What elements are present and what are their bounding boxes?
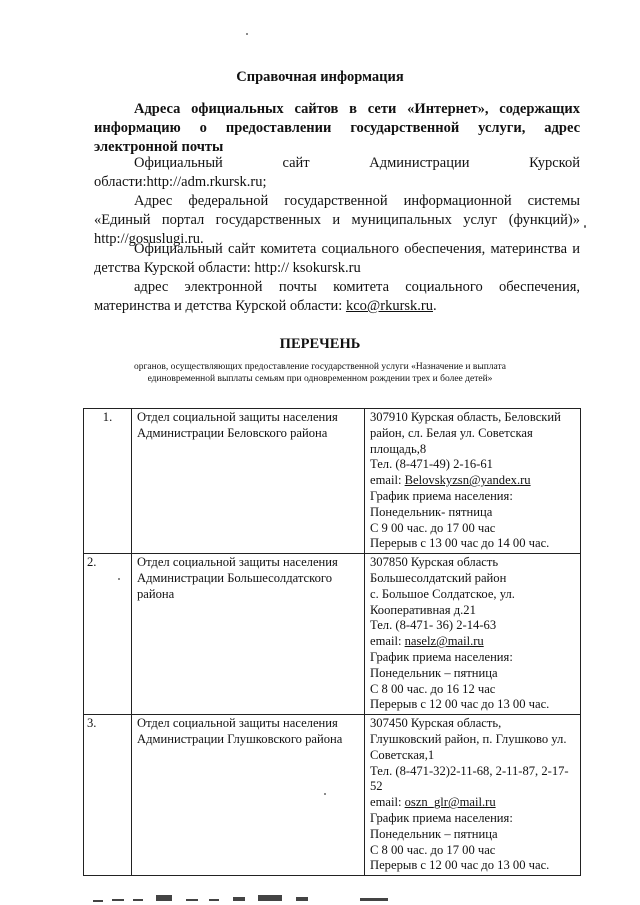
intro-heading: Адреса официальных сайтов в сети «Интернет», содержащих информацию о предоставлении государственной услуги, адрес электронной почты [94,101,580,155]
row-organization: Отдел социальной защиты населения Администрации Глушковского района [132,715,365,876]
email-line [370,634,575,650]
row-number: 2. [84,554,132,715]
email-line [370,473,575,489]
table-row [84,715,581,876]
scan-edge-mark [133,899,143,901]
schedule-line: С 8 00 час. до 16 12 час [370,681,496,696]
scan-edge-mark [112,899,124,901]
phone-line: Тел. (8-471-49) 2-16-61 [370,457,493,472]
address-line: 307910 Курская область, Беловский район, сл. Белая ул. Советская площадь,8 [370,410,561,456]
row-contacts [365,409,581,554]
scan-edge-mark [233,897,245,901]
row-organization: Отдел социальной защиты населения Администрации Беловского района [132,409,365,554]
committee-site-text: Официальный сайт комитета социального обеспечения, материнства и детства Курской области: http:// ksokursk.ru [94,241,580,276]
scan-speck [324,793,326,795]
list-heading: ПЕРЕЧЕНЬ [279,336,361,352]
email-link[interactable]: naselz@mail.ru [404,634,484,649]
scan-edge-mark [186,899,198,901]
scan-speck [584,225,586,228]
email-link[interactable]: oszn_glr@mail.ru [404,795,496,810]
schedule-line: Перерыв с 12 00 час до 13 00 час. [370,858,550,873]
scan-speck [246,33,248,35]
row-number: 1. [84,409,132,554]
page-title: Справочная информация [236,69,404,85]
address-line: с. Большое Солдатское, ул. Кооперативная д.21 [370,586,515,617]
phone-line: Тел. (8-471- 36) 2-14-63 [370,618,497,633]
row-number: 3. [84,715,132,876]
committee-email-suffix: . [433,298,437,314]
row-contacts [365,554,581,715]
email-label: email: [370,473,405,488]
schedule-line: С 8 00 час. до 17 00 час [370,842,496,857]
schedule-line: График приема населения: [370,810,513,825]
schedule-line: Понедельник – пятница [370,665,498,680]
email-line [370,795,575,811]
email-label: email: [370,634,405,649]
scan-edge-mark [296,897,308,901]
address-line: 307850 Курская область Большесолдатский район [370,555,507,585]
scan-speck [118,578,120,580]
schedule-line: Перерыв с 13 00 час до 14 00 час. [370,536,550,551]
email-link[interactable]: Belovskyzsn@yandex.ru [404,473,531,488]
schedule-line: С 9 00 час. до 17 00 час [370,520,496,535]
committee-email-link[interactable]: kco@rkursk.ru [345,298,433,314]
organizations-table [83,408,581,876]
address-line: 307450 Курская область, Глушковский район, п. Глушково ул. Советская,1 [370,716,567,762]
scan-edge-mark [156,895,172,901]
scan-edge-mark [360,898,388,901]
row-organization: Отдел социальной защиты населения Администрации Большесолдатского района [132,554,365,715]
table-row [84,554,581,715]
scan-edge-mark [209,899,219,901]
table-row [84,409,581,554]
list-subtitle: органов, осуществляющих предоставление государственной услуги «Назначение и выплата единовременной выплаты семьям при одновременном рождении трех и более детей» [133,362,507,384]
scan-edge-mark [93,900,103,902]
email-label: email: [370,795,405,810]
row-contacts [365,715,581,876]
committee-email-paragraph [94,278,580,316]
schedule-line: Понедельник- пятница [370,504,493,519]
scan-edge-mark [258,895,282,901]
schedule-line: График приема населения: [370,488,513,503]
admin-site-text: Официальный сайт Администрации Курской области:http://adm.rkursk.ru; [94,155,580,190]
committee-email-prefix: адрес электронной почты комитета социального обеспечения, материнства и детства Курской области: [94,279,580,314]
schedule-line: Понедельник – пятница [370,826,498,841]
schedule-line: График приема населения: [370,649,513,664]
portal-text: Адрес федеральной государственной информационной системы «Единый портал государственных и муниципальных услуг (функций)» http://gosuslugi.ru. [94,193,580,247]
phone-line: Тел. (8-471-32)2-11-68, 2-11-87, 2-17-52 [370,763,569,794]
schedule-line: Перерыв с 12 00 час до 13 00 час. [370,697,550,712]
